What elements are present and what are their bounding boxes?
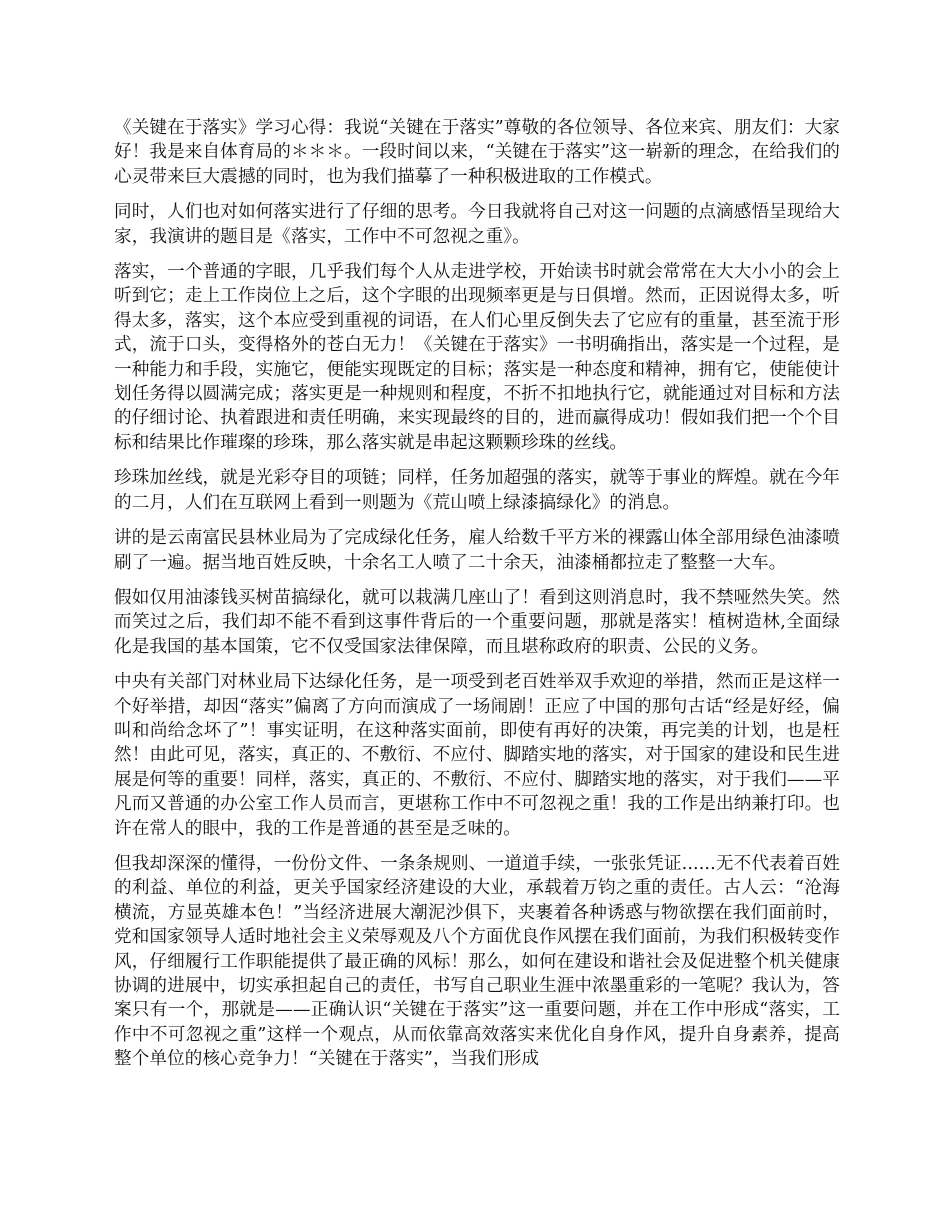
paragraph-1: 《关键在于落实》学习心得：我说“关键在于落实”尊敬的各位领导、各位来宾、朋友们：大家好！我是来自体育局的＊＊＊。一段时间以来，“关键在于落实”这一崭新的理念，在给我们的心灵带来巨大震撼的同时，也为我们描摹了一种积极进取的工作模式。 bbox=[114, 118, 840, 187]
paragraph-5: 讲的是云南富民县林业局为了完成绿化任务，雇人给数千平方米的裸露山体全部用绿色油漆喷刷了一遍。据当地百姓反映，十余名工人喷了二十余天，油漆桶都拉走了整整一大车。 bbox=[114, 528, 840, 573]
paragraph-6: 假如仅用油漆钱买树苗搞绿化，就可以栽满几座山了！看到这则消息时，我不禁哑然失笑。然而笑过之后，我们却不能不看到这事件背后的一个重要问题，那就是落实！植树造林,全面绿化是我国的基本国策，它不仅受国家法律保障，而且堪称政府的职责、公民的义务。 bbox=[114, 587, 840, 657]
paragraph-2: 同时，人们也对如何落实进行了仔细的思考。今日我就将自己对这一问题的点滴感悟呈现给大家，我演讲的题目是《落实，工作中不可忽视之重》。 bbox=[114, 202, 840, 247]
paragraph-3: 落实，一个普通的字眼，几乎我们每个人从走进学校，开始读书时就会常常在大大小小的会上听到它；走上工作岗位上之后，这个字眼的出现频率更是与日俱增。然而，正因说得太多，听得太多，落实，这个本应受到重视的词语，在人们心里反倒失去了它应有的重量，甚至流于形式，流于口头，变得格外的苍白无力！《关键在于落实》一书明确指出，落实是一个过程，是一种能力和手段，实施它，便能实现既定的目标；落实是一种态度和精神，拥有它，使能使计划任务得以圆满完成；落实更是一种规则和程度，不折不扣地执行它，就能通过对目标和方法的仔细讨论、执着跟进和责任明确，来实现最终的目的，进而赢得成功！假如我们把一个个目标和结果比作璀璨的珍珠，那么落实就是串起这颗颗珍珠的丝线。 bbox=[114, 262, 840, 453]
paragraph-4: 珍珠加丝线，就是光彩夺目的项链；同样，任务加超强的落实，就等于事业的辉煌。就在今年的二月，人们在互联网上看到一则题为《荒山喷上绿漆搞绿化》的消息。 bbox=[114, 468, 840, 513]
paragraph-7: 中央有关部门对林业局下达绿化任务，是一项受到老百姓举双手欢迎的举措，然而正是这样一个好举措，却因“落实”偏离了方向而演成了一场闹剧！正应了中国的那句古话“经是好经，偏叫和尚给念坏了”！事实证明，在这种落实面前，即使有再好的决策，再完美的计划，也是枉然！由此可见，落实，真正的、不敷衍、不应付、脚踏实地的落实，对于国家的建设和民生进展是何等的重要！同样，落实，真正的、不敷衍、不应付、脚踏实地的落实，对于我们——平凡而又普通的办公室工作人员而言，更堪称工作中不可忽视之重！我的工作是出纳兼打印。也许在常人的眼中，我的工作是普通的甚至是乏味的。 bbox=[114, 672, 840, 839]
document-body bbox=[114, 116, 840, 1083]
paragraph-8: 但我却深深的懂得，一份份文件、一条条规则、一道道手续，一张张凭证......无不代表着百姓的利益、单位的利益，更关乎国家经济建设的大业，承载着万钧之重的责任。古人云：“沧海横流，方显英雄本色！”当经济进展大潮泥沙俱下，夹裹着各种诱惑与物欲摆在我们面前时，党和国家领导人适时地社会主义荣辱观及八个方面优良作风摆在我们面前，为我们积极转变作风，仔细履行工作职能提供了最正确的风标！那么，如何在建设和谐社会及促进整个机关健康协调的进展中，切实承担起自己的责任，书写自己职业生涯中浓墨重彩的一笔呢？我认为，答案只有一个，那就是——正确认识“关键在于落实”这一重要问题，并在工作中形成“落实，工作中不可忽视之重”这样一个观点，从而依靠高效落实来优化自身作风，提升自身素养，提高整个单位的核心竞争力！“关键在于落实”，当我们形成 bbox=[114, 853, 840, 1070]
